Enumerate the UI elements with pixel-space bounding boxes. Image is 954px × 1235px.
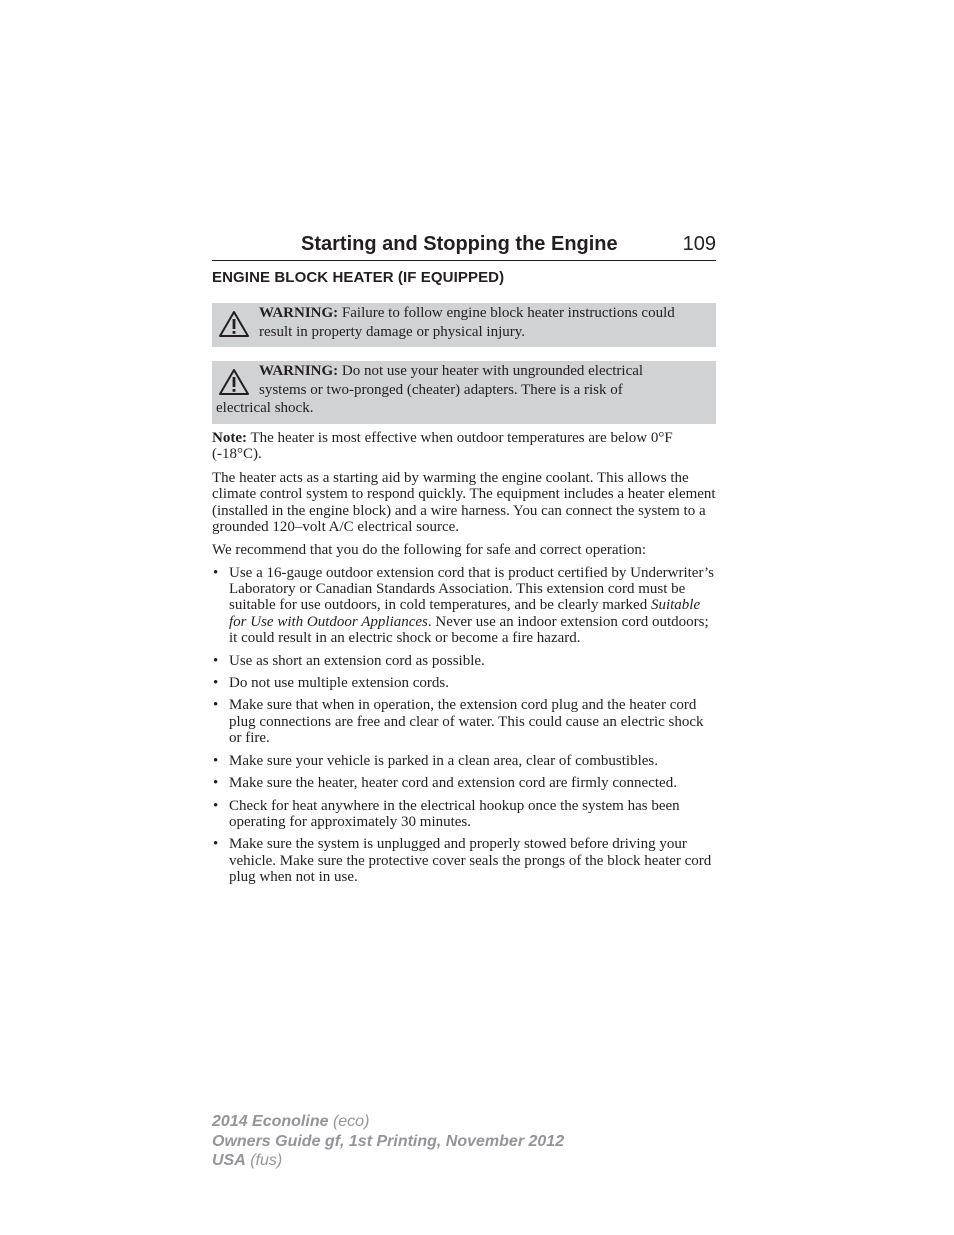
footer-line-1: 2014 Econoline (eco) bbox=[212, 1113, 370, 1130]
list-item: • Make sure the system is unplugged and properly stowed before driving your vehicle. Make sure the protective cover seals the prongs of the block heater cord plug when not in use. bbox=[213, 836, 712, 885]
list-item: • Make sure the heater, heater cord and extension cord are firmly connected. bbox=[213, 775, 677, 792]
warning-triangle-icon bbox=[218, 310, 250, 338]
warning-box-1 bbox=[212, 303, 716, 347]
warning-triangle-icon bbox=[218, 368, 250, 396]
page-footer bbox=[212, 1112, 564, 1171]
list-item: • Do not use multiple extension cords. bbox=[213, 675, 449, 691]
warning-text-2-line-2: systems or two-pronged (cheater) adapters. There is a risk of bbox=[259, 381, 623, 398]
warning-text-1 bbox=[216, 304, 710, 341]
note-paragraph bbox=[212, 430, 716, 463]
warning-text-2-line-1 bbox=[216, 362, 710, 381]
body-paragraph-2: We recommend that you do the following for safe and correct operation: bbox=[212, 542, 647, 559]
chapter-title: Starting and Stopping the Engine bbox=[301, 233, 618, 255]
section-title: ENGINE BLOCK HEATER (IF EQUIPPED) bbox=[212, 269, 505, 286]
body-paragraph-1: The heater acts as a starting aid by warming the engine coolant. This allows the climate control system to respond quickly. The equipment includes a heater element (installed in the engine block) and a wire harness. You can connect the system to a grounded 120–volt A/C electrical source. bbox=[212, 469, 716, 536]
note-body: The heater is most effective when outdoor temperatures are below 0°F (-18°C). bbox=[212, 430, 673, 463]
list-item: • Use a 16-gauge outdoor extension cord that is product certified by Underwriter’s Laboratory or Canadian Standards Association. This extension cord must be suitable for use outdoors, in cold temperatures, and be clearly marked Suitable for Use with Outdoor Appliances. Never use an indoor extension cord outdoors; it could result in an electric shock or become a fire hazard. bbox=[213, 564, 714, 647]
warning-box-2 bbox=[212, 361, 716, 424]
page-number: 109 bbox=[682, 233, 716, 255]
list-item: • Check for heat anywhere in the electrical hookup once the system has been operating for approximately 30 minutes. bbox=[213, 797, 680, 830]
footer-line-2: Owners Guide gf, 1st Printing, November 2012 bbox=[212, 1132, 565, 1150]
warning-label: WARNING: bbox=[259, 363, 339, 379]
list-item: • Make sure your vehicle is parked in a clean area, clear of combustibles. bbox=[213, 752, 658, 769]
warning-body: Do not use your heater with ungrounded electrical bbox=[338, 363, 644, 379]
label-marking: Suitable for Use with Outdoor Appliances bbox=[229, 597, 701, 630]
warning-text-2-line-3: electrical shock. bbox=[216, 400, 314, 416]
page-header bbox=[212, 228, 716, 261]
warning-label: WARNING: bbox=[259, 305, 339, 321]
list-item: • Use as short an extension cord as possible. bbox=[213, 652, 485, 669]
safety-bullet-list bbox=[212, 565, 716, 885]
manual-page bbox=[212, 228, 716, 891]
footer-line-3: USA (fus) bbox=[212, 1152, 283, 1169]
warning-body: Failure to follow engine block heater instructions could result in property damage or physical injury. bbox=[259, 305, 675, 340]
list-item: • Make sure that when in operation, the extension cord plug and the heater cord plug connections are free and clear of water. This could cause an electric shock or fire. bbox=[213, 697, 704, 747]
note-label: Note: bbox=[212, 430, 247, 446]
